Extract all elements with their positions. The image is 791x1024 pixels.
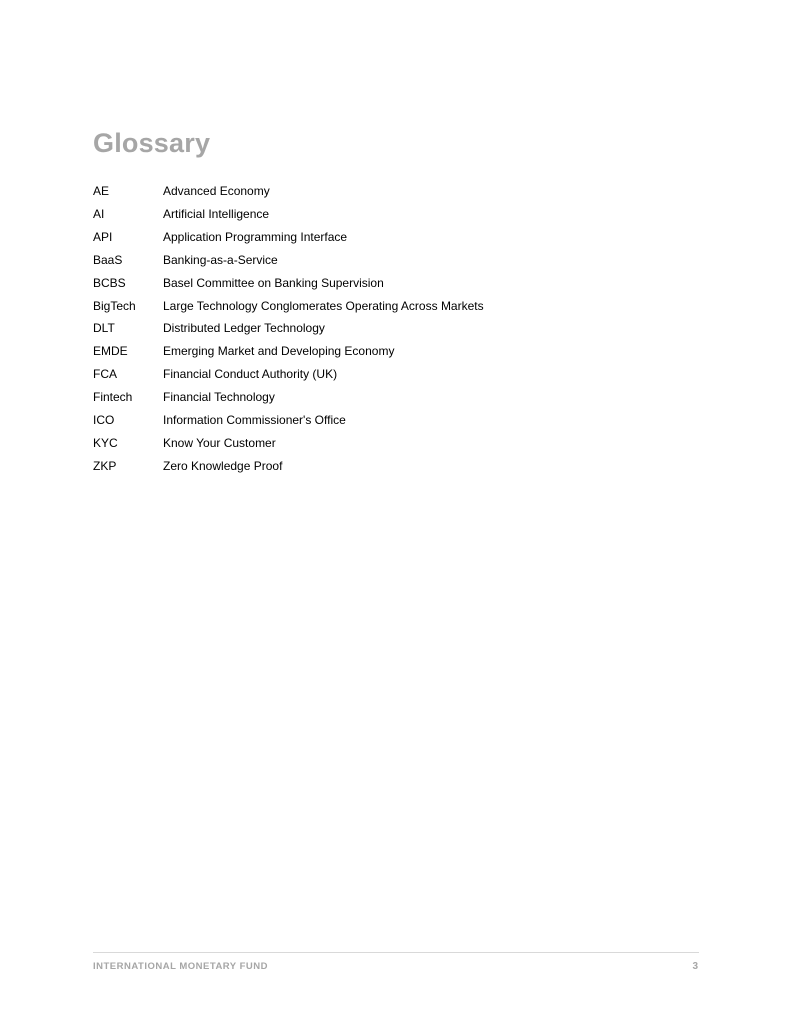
glossary-row [93,180,713,203]
glossary-term: EMDE [93,344,128,359]
glossary-term: ICO [93,412,115,427]
page-number: 3 [692,961,698,972]
glossary-term: Fintech [93,390,133,405]
glossary-row [93,340,713,363]
glossary-term: AI [93,207,105,222]
glossary-row [93,317,713,340]
glossary-term: API [93,230,113,245]
glossary-definition: Emerging Market and Developing Economy [163,344,395,359]
glossary-row [93,431,713,454]
glossary-row [93,226,713,249]
glossary-row [93,294,713,317]
glossary-definition: Advanced Economy [163,184,270,199]
glossary-definition: Basel Committee on Banking Supervision [163,275,384,290]
glossary-term: BCBS [93,275,126,290]
glossary-definition: Distributed Ledger Technology [163,321,325,336]
glossary-definition: Large Technology Conglomerates Operating Across Markets [163,298,484,313]
glossary-definition: Know Your Customer [163,435,276,450]
glossary-term: DLT [93,321,115,336]
glossary-definition: Financial Technology [163,390,275,405]
glossary-term: ZKP [93,458,117,473]
glossary-term: AE [93,184,110,199]
page-title: Glossary [93,128,211,158]
glossary-row [93,203,713,226]
footer-organization: INTERNATIONAL MONETARY FUND [93,961,268,972]
glossary-definition: Zero Knowledge Proof [163,458,283,473]
glossary-term: BaaS [93,252,123,267]
glossary-list [93,180,713,477]
glossary-row [93,454,713,477]
glossary-row [93,408,713,431]
glossary-definition: Financial Conduct Authority (UK) [163,367,338,382]
glossary-definition: Application Programming Interface [163,230,348,245]
glossary-definition: Artificial Intelligence [163,207,270,222]
glossary-row [93,249,713,272]
glossary-row [93,271,713,294]
glossary-term: BigTech [93,298,136,313]
glossary-definition: Banking-as-a-Service [163,252,278,267]
glossary-row [93,386,713,409]
glossary-definition: Information Commissioner's Office [163,412,346,427]
footer-divider [93,952,699,953]
glossary-term: KYC [93,435,118,450]
glossary-term: FCA [93,367,117,382]
glossary-row [93,363,713,386]
